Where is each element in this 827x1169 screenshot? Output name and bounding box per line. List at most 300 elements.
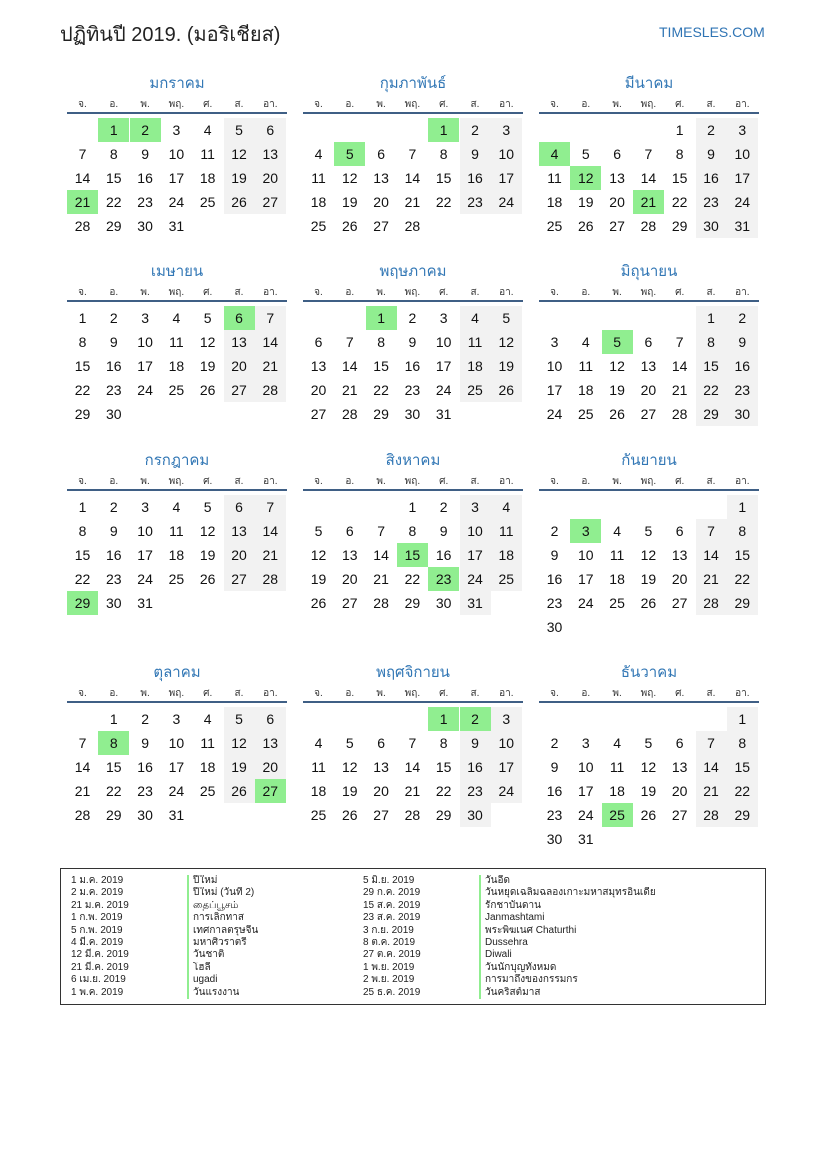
day-cell: 16: [106, 547, 122, 563]
weekday-label: พฤ.: [168, 99, 185, 110]
weekday-label: จ.: [314, 688, 323, 699]
weekday-label: พ.: [376, 688, 386, 699]
day-cell: 18: [199, 170, 216, 186]
day-cell: 21: [696, 779, 727, 803]
day-cell: 21: [696, 567, 727, 591]
day-cell: 5: [224, 118, 255, 142]
weekday-label: พฤ.: [168, 688, 185, 699]
weekday-label: ศ.: [203, 688, 213, 699]
day-cell: 1: [109, 711, 118, 727]
day-cell: 22: [671, 194, 688, 210]
day-cell: 17: [137, 358, 153, 374]
day-cell: 9: [408, 334, 417, 350]
day-cell: 8: [408, 523, 417, 539]
day-cell: 1: [727, 495, 758, 519]
day-cell: 28: [404, 218, 421, 234]
day-cell: 10: [491, 142, 522, 166]
month-name: กรกฎาคม: [144, 452, 210, 469]
weekday-label: พฤ.: [640, 476, 657, 487]
day-cell: 1: [675, 122, 684, 138]
day-cell: 27: [373, 218, 389, 234]
day-cell: 30: [546, 619, 563, 635]
day-cell: 14: [696, 543, 727, 567]
day-cell: 2: [550, 735, 559, 751]
day-cell: 26: [224, 779, 255, 803]
day-cell: 26: [224, 190, 255, 214]
day-cell: 26: [310, 595, 327, 611]
holiday-date: 1 ก.พ. 2019: [71, 912, 123, 924]
day-cell: 26: [609, 406, 625, 422]
holiday-date: 1 พ.ย. 2019: [363, 961, 415, 973]
weekday-label: อา.: [499, 287, 514, 298]
holiday-name: วันชาติ: [187, 949, 224, 962]
weekday-label: ศ.: [439, 688, 449, 699]
holiday-date: 2 พ.ย. 2019: [363, 974, 415, 986]
day-cell: 23: [106, 382, 122, 398]
holiday-name: Dussehra: [479, 937, 528, 950]
day-cell: 2: [550, 523, 559, 539]
weekday-label: อ.: [109, 476, 119, 487]
day-cell: 8: [727, 731, 758, 755]
weekday-label: จ.: [314, 476, 323, 487]
holiday-day-cell: 27: [255, 779, 286, 803]
holiday-date: 27 ต.ค. 2019: [363, 949, 421, 961]
header-rule: [303, 300, 523, 302]
day-cell: 18: [199, 759, 216, 775]
header-rule: [67, 701, 287, 703]
day-cell: 11: [169, 334, 184, 350]
day-cell: 29: [727, 591, 758, 615]
day-cell: 22: [696, 378, 727, 402]
day-cell: 3: [141, 499, 149, 515]
day-cell: 9: [109, 523, 118, 539]
weekday-label: ส.: [234, 99, 244, 110]
holiday-name: วันคริสต์มาส: [479, 987, 540, 1000]
day-cell: 29: [435, 807, 452, 823]
day-cell: 30: [546, 831, 563, 847]
day-cell: 26: [578, 218, 594, 234]
day-cell: 2: [460, 118, 491, 142]
holiday-name: มหาศิวราตรี: [187, 937, 247, 950]
day-cell: 13: [373, 759, 389, 775]
day-cell: 28: [74, 218, 91, 234]
day-cell: 4: [172, 310, 181, 326]
day-cell: 13: [671, 547, 688, 563]
holiday-day-cell: 12: [570, 166, 601, 190]
day-cell: 7: [696, 519, 727, 543]
holiday-date: 6 เม.ย. 2019: [71, 974, 126, 986]
day-cell: 7: [345, 334, 354, 350]
day-cell: 22: [74, 382, 91, 398]
weekday-label: ส.: [706, 287, 716, 298]
day-cell: 24: [578, 807, 594, 823]
weekday-label: อ.: [345, 476, 355, 487]
day-cell: 4: [460, 306, 491, 330]
header-rule: [539, 701, 759, 703]
day-cell: 17: [491, 166, 522, 190]
weekday-label: จ.: [550, 287, 559, 298]
day-cell: 11: [491, 519, 522, 543]
holiday-date: 5 ก.พ. 2019: [71, 924, 123, 936]
day-cell: 25: [168, 382, 185, 398]
day-cell: 24: [491, 779, 522, 803]
weekday-label: ศ.: [203, 476, 213, 487]
weekday-label: พ.: [612, 287, 622, 298]
day-cell: 14: [373, 547, 389, 563]
day-cell: 19: [224, 755, 255, 779]
day-cell: 28: [696, 591, 727, 615]
header-rule: [539, 112, 759, 114]
day-cell: 6: [314, 334, 323, 350]
day-cell: 2: [408, 310, 417, 326]
day-cell: 17: [491, 755, 522, 779]
day-cell: 11: [578, 358, 594, 374]
weekday-label: ส.: [706, 476, 716, 487]
holiday-name: ปีใหม่ (วันที่ 2): [187, 887, 254, 900]
day-cell: 16: [404, 358, 421, 374]
weekday-label: ศ.: [439, 99, 449, 110]
holiday-date: 29 ก.ค. 2019: [363, 887, 421, 899]
weekday-label: อา.: [499, 688, 514, 699]
day-cell: 29: [106, 218, 122, 234]
day-cell: 7: [377, 523, 385, 539]
day-cell: 9: [550, 759, 559, 775]
holiday-date: 4 มี.ค. 2019: [71, 937, 124, 948]
day-cell: 26: [640, 595, 657, 611]
day-cell: 30: [106, 406, 122, 422]
day-cell: 12: [491, 330, 522, 354]
day-cell: 27: [342, 595, 358, 611]
weekday-label: ส.: [234, 287, 244, 298]
holiday-date: 2 ม.ค. 2019: [71, 887, 124, 899]
day-cell: 6: [255, 707, 286, 731]
holiday-name: தைப்பூசம்: [187, 900, 238, 913]
day-cell: 22: [727, 567, 758, 591]
header-rule: [303, 112, 523, 114]
day-cell: 4: [203, 122, 212, 138]
day-cell: 15: [106, 759, 122, 775]
day-cell: 1: [78, 310, 87, 326]
day-cell: 30: [137, 807, 153, 823]
day-cell: 16: [460, 755, 491, 779]
day-cell: 21: [255, 543, 286, 567]
weekday-label: พฤ.: [404, 287, 421, 298]
day-cell: 23: [546, 807, 563, 823]
weekday-label: จ.: [550, 688, 559, 699]
weekday-label: พฤ.: [168, 287, 185, 298]
weekday-label: อ.: [581, 688, 591, 699]
day-cell: 14: [255, 519, 286, 543]
weekday-label: อา.: [735, 287, 750, 298]
day-cell: 25: [578, 406, 594, 422]
day-cell: 31: [435, 406, 452, 422]
day-cell: 25: [199, 783, 216, 799]
weekday-label: อ.: [345, 287, 355, 298]
day-cell: 7: [78, 735, 87, 751]
day-cell: 7: [255, 495, 286, 519]
day-cell: 20: [609, 194, 625, 210]
header-rule: [539, 489, 759, 491]
day-cell: 26: [199, 382, 216, 398]
day-cell: 28: [640, 218, 657, 234]
day-cell: 22: [404, 571, 421, 587]
day-cell: 16: [435, 547, 452, 563]
holiday-date: 23 ส.ค. 2019: [363, 912, 421, 924]
day-cell: 16: [137, 170, 153, 186]
day-cell: 16: [546, 783, 563, 799]
weekday-label: อา.: [499, 99, 514, 110]
holiday-name: Janmashtami: [479, 912, 544, 925]
holiday-name: วันนักบุญทั้งหมด: [479, 962, 556, 975]
day-cell: 2: [439, 499, 448, 515]
month-name: พฤศจิกายน: [376, 664, 450, 681]
day-cell: 18: [310, 194, 327, 210]
weekday-label: ศ.: [203, 287, 213, 298]
day-cell: 17: [578, 571, 594, 587]
weekday-label: อ.: [581, 476, 591, 487]
holiday-day-cell: 4: [539, 142, 570, 166]
day-cell: 24: [546, 406, 563, 422]
day-cell: 18: [609, 571, 625, 587]
day-cell: 25: [168, 571, 185, 587]
weekday-label: พ.: [612, 476, 622, 487]
day-cell: 5: [491, 306, 522, 330]
day-cell: 15: [435, 759, 452, 775]
day-cell: 20: [671, 783, 688, 799]
day-cell: 14: [342, 358, 358, 374]
day-cell: 12: [342, 759, 358, 775]
day-cell: 21: [373, 571, 389, 587]
day-cell: 7: [644, 146, 653, 162]
day-cell: 28: [255, 567, 286, 591]
day-cell: 13: [342, 547, 358, 563]
day-cell: 14: [74, 170, 91, 186]
day-cell: 12: [224, 142, 255, 166]
day-cell: 27: [640, 406, 657, 422]
day-cell: 25: [460, 378, 491, 402]
day-cell: 12: [199, 523, 216, 539]
day-cell: 12: [310, 547, 327, 563]
day-cell: 30: [435, 595, 452, 611]
weekday-label: พ.: [140, 688, 150, 699]
day-cell: 23: [404, 382, 421, 398]
day-cell: 29: [74, 406, 91, 422]
month-name: ธันวาคม: [620, 664, 678, 681]
day-cell: 20: [224, 543, 255, 567]
day-cell: 27: [224, 567, 255, 591]
day-cell: 9: [141, 146, 149, 162]
day-cell: 12: [640, 759, 657, 775]
weekday-label: พฤ.: [640, 287, 657, 298]
day-cell: 27: [310, 406, 327, 422]
day-cell: 12: [224, 731, 255, 755]
day-cell: 15: [74, 547, 91, 563]
day-cell: 8: [439, 146, 448, 162]
weekday-label: พฤ.: [640, 688, 657, 699]
day-cell: 2: [109, 499, 118, 515]
weekday-label: พฤ.: [404, 688, 421, 699]
site-link[interactable]: TIMESLES.COM: [659, 24, 765, 40]
day-cell: 19: [310, 571, 327, 587]
weekday-label: อ.: [345, 688, 355, 699]
holiday-name: โฮลี: [187, 962, 211, 975]
day-cell: 3: [172, 122, 181, 138]
day-cell: 27: [255, 190, 286, 214]
weekday-label: พ.: [612, 688, 622, 699]
day-cell: 14: [404, 170, 421, 186]
day-cell: 27: [671, 595, 688, 611]
day-cell: 23: [546, 595, 563, 611]
holiday-date: 21 ม.ค. 2019: [71, 899, 129, 911]
day-cell: 31: [578, 831, 594, 847]
weekday-label: ส.: [470, 287, 480, 298]
day-cell: 13: [255, 142, 286, 166]
weekday-label: ส.: [470, 99, 480, 110]
weekday-label: ส.: [234, 688, 244, 699]
holiday-date: 5 มิ.ย. 2019: [363, 875, 415, 886]
day-cell: 20: [373, 783, 389, 799]
day-cell: 17: [168, 170, 185, 186]
day-cell: 18: [491, 543, 522, 567]
day-cell: 9: [727, 330, 758, 354]
holiday-day-cell: 1: [366, 306, 397, 330]
day-cell: 23: [460, 779, 491, 803]
day-cell: 15: [74, 358, 91, 374]
day-cell: 16: [727, 354, 758, 378]
weekday-label: จ.: [78, 99, 87, 110]
holiday-day-cell: 23: [428, 567, 459, 591]
day-cell: 10: [491, 731, 522, 755]
day-cell: 28: [671, 406, 688, 422]
day-cell: 7: [675, 334, 684, 350]
day-cell: 4: [581, 334, 590, 350]
holiday-name: วันหยุดเฉลิมฉลองเกาะมหาสมุทรอินเดีย: [479, 887, 656, 900]
day-cell: 26: [342, 218, 358, 234]
day-cell: 5: [314, 523, 323, 539]
day-cell: 5: [345, 735, 354, 751]
day-cell: 24: [460, 567, 491, 591]
month-name: กันยายน: [621, 452, 677, 469]
day-cell: 28: [74, 807, 91, 823]
day-cell: 25: [199, 194, 216, 210]
weekday-label: อ.: [345, 99, 355, 110]
holiday-name: การเลิกทาส: [187, 912, 244, 925]
weekday-label: พ.: [376, 99, 386, 110]
day-cell: 11: [609, 547, 625, 563]
header-rule: [67, 300, 287, 302]
day-cell: 10: [137, 334, 153, 350]
day-cell: 8: [78, 523, 87, 539]
weekday-label: พ.: [612, 99, 622, 110]
day-cell: 23: [696, 190, 727, 214]
holiday-day-cell: 8: [98, 731, 129, 755]
day-cell: 22: [435, 194, 452, 210]
month-name: กุมภาพันธ์: [379, 75, 447, 92]
day-cell: 24: [727, 190, 758, 214]
day-cell: 24: [137, 571, 153, 587]
holiday-date: 3 ก.ย. 2019: [363, 924, 414, 936]
day-cell: 28: [373, 595, 389, 611]
weekday-label: จ.: [78, 476, 87, 487]
day-cell: 22: [106, 194, 122, 210]
day-cell: 11: [200, 735, 215, 751]
day-cell: 19: [342, 194, 358, 210]
day-cell: 31: [168, 807, 185, 823]
holiday-name: เทศกาลตรุษจีน: [187, 925, 258, 938]
day-cell: 29: [373, 406, 389, 422]
day-cell: 15: [696, 354, 727, 378]
day-cell: 15: [727, 543, 758, 567]
weekday-label: อา.: [499, 476, 514, 487]
weekday-label: อ.: [581, 287, 591, 298]
day-cell: 24: [168, 194, 185, 210]
day-cell: 18: [168, 358, 185, 374]
day-cell: 13: [373, 170, 389, 186]
day-cell: 22: [74, 571, 91, 587]
day-cell: 6: [345, 523, 354, 539]
day-cell: 15: [727, 755, 758, 779]
day-cell: 17: [578, 783, 594, 799]
weekday-label: ศ.: [675, 287, 685, 298]
weekday-label: จ.: [550, 99, 559, 110]
day-cell: 18: [578, 382, 594, 398]
day-cell: 30: [137, 218, 153, 234]
weekday-label: อา.: [263, 287, 278, 298]
day-cell: 25: [491, 567, 522, 591]
holiday-day-cell: 1: [98, 118, 129, 142]
weekday-label: ศ.: [439, 287, 449, 298]
day-cell: 10: [168, 146, 185, 162]
day-cell: 6: [644, 334, 653, 350]
day-cell: 6: [377, 735, 385, 751]
weekday-label: พ.: [376, 287, 386, 298]
day-cell: 23: [137, 194, 153, 210]
day-cell: 20: [373, 194, 389, 210]
holiday-day-cell: 1: [428, 118, 459, 142]
weekday-label: อา.: [735, 476, 750, 487]
weekday-label: อา.: [263, 688, 278, 699]
day-cell: 10: [168, 735, 185, 751]
day-cell: 8: [727, 519, 758, 543]
day-cell: 11: [311, 170, 326, 186]
day-cell: 10: [546, 358, 563, 374]
holiday-name: วันแรงงาน: [187, 987, 239, 1000]
month-name: มีนาคม: [624, 75, 674, 92]
day-cell: 3: [439, 310, 448, 326]
day-cell: 13: [310, 358, 327, 374]
day-cell: 13: [255, 731, 286, 755]
day-cell: 8: [109, 146, 118, 162]
day-cell: 17: [727, 166, 758, 190]
day-cell: 9: [109, 334, 118, 350]
day-cell: 20: [671, 571, 688, 587]
day-cell: 29: [671, 218, 688, 234]
day-cell: 26: [342, 807, 358, 823]
weekday-label: ส.: [470, 476, 480, 487]
day-cell: 7: [255, 306, 286, 330]
day-cell: 28: [342, 406, 358, 422]
day-cell: 19: [199, 358, 216, 374]
day-cell: 9: [696, 142, 727, 166]
day-cell: 28: [696, 803, 727, 827]
weekday-label: พ.: [140, 476, 150, 487]
day-cell: 6: [613, 146, 621, 162]
header-rule: [539, 300, 759, 302]
day-cell: 9: [460, 142, 491, 166]
weekday-label: อา.: [263, 476, 278, 487]
day-cell: 3: [141, 310, 149, 326]
day-cell: 6: [675, 523, 684, 539]
